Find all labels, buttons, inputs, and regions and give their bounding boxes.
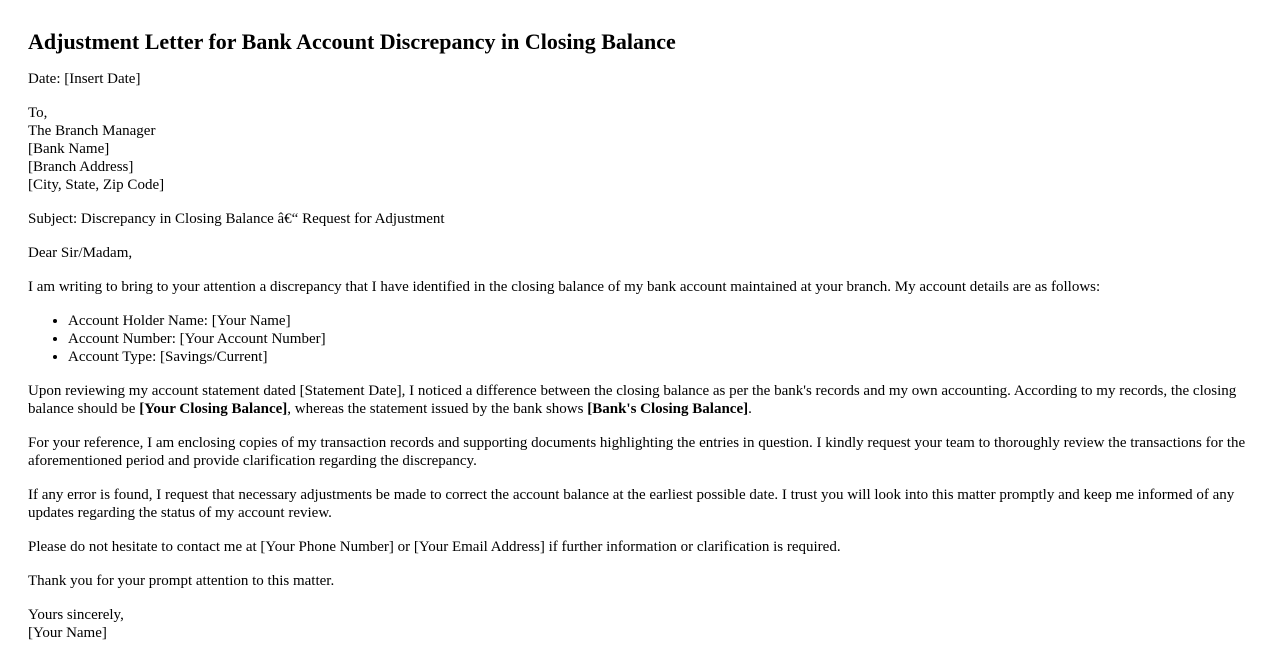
contact-paragraph: Please do not hesitate to contact me at [Your Phone Number] or [Your Email Address] if further information or clarification is required. — [28, 539, 841, 555]
review-paragraph — [28, 382, 1250, 418]
recipient-branch-address: [Branch Address] — [28, 159, 134, 175]
list-item: • Account Holder Name: [Your Name] — [68, 312, 1250, 330]
recipient-address — [28, 104, 1250, 194]
intro-paragraph: I am writing to bring to your attention a discrepancy that I have identified in the closing balance of my bank account maintained at your branch. My account details are as follows: — [28, 279, 1101, 295]
closing-block — [28, 606, 1250, 642]
date-line: Date: [Insert Date] — [28, 71, 141, 87]
account-details-list — [28, 312, 1250, 366]
bank-closing-balance: [Bank's Closing Balance] — [587, 401, 749, 417]
review-text-2: , whereas the statement issued by the bank shows — [287, 401, 588, 417]
closing-signoff: Yours sincerely, — [28, 607, 124, 623]
closing-name: [Your Name] — [28, 625, 107, 641]
thanks-paragraph: Thank you for your prompt attention to this matter. — [28, 573, 335, 589]
list-item: • Account Number: [Your Account Number] — [68, 330, 1250, 348]
recipient-to: To, — [28, 105, 48, 121]
subject-line: Subject: Discrepancy in Closing Balance â€“ Request for Adjustment — [28, 211, 445, 227]
your-closing-balance: [Your Closing Balance] — [139, 401, 288, 417]
review-text-3: . — [748, 401, 752, 417]
recipient-city-line: [City, State, Zip Code] — [28, 177, 165, 193]
recipient-manager: The Branch Manager — [28, 123, 156, 139]
recipient-bank-name: [Bank Name] — [28, 141, 110, 157]
list-item: • Account Type: [Savings/Current] — [68, 348, 1250, 366]
review-text-1: Upon reviewing my account statement dated [Statement Date], I noticed a difference between the closing balance as per the bank's records and my own accounting. According to my records, the closing balance should be — [28, 383, 1237, 417]
salutation: Dear Sir/Madam, — [28, 245, 133, 261]
reference-paragraph: For your reference, I am enclosing copies of my transaction records and supporting documents highlighting the entries in question. I kindly request your team to thoroughly review the transactions for the aforementioned period and provide clarification regarding the discrepancy. — [28, 435, 1246, 469]
error-paragraph: If any error is found, I request that necessary adjustments be made to correct the account balance at the earliest possible date. I trust you will look into this matter promptly and keep me informed of any updates regarding the status of my account review. — [28, 487, 1235, 521]
letter-title: Adjustment Letter for Bank Account Discrepancy in Closing Balance — [28, 29, 676, 54]
